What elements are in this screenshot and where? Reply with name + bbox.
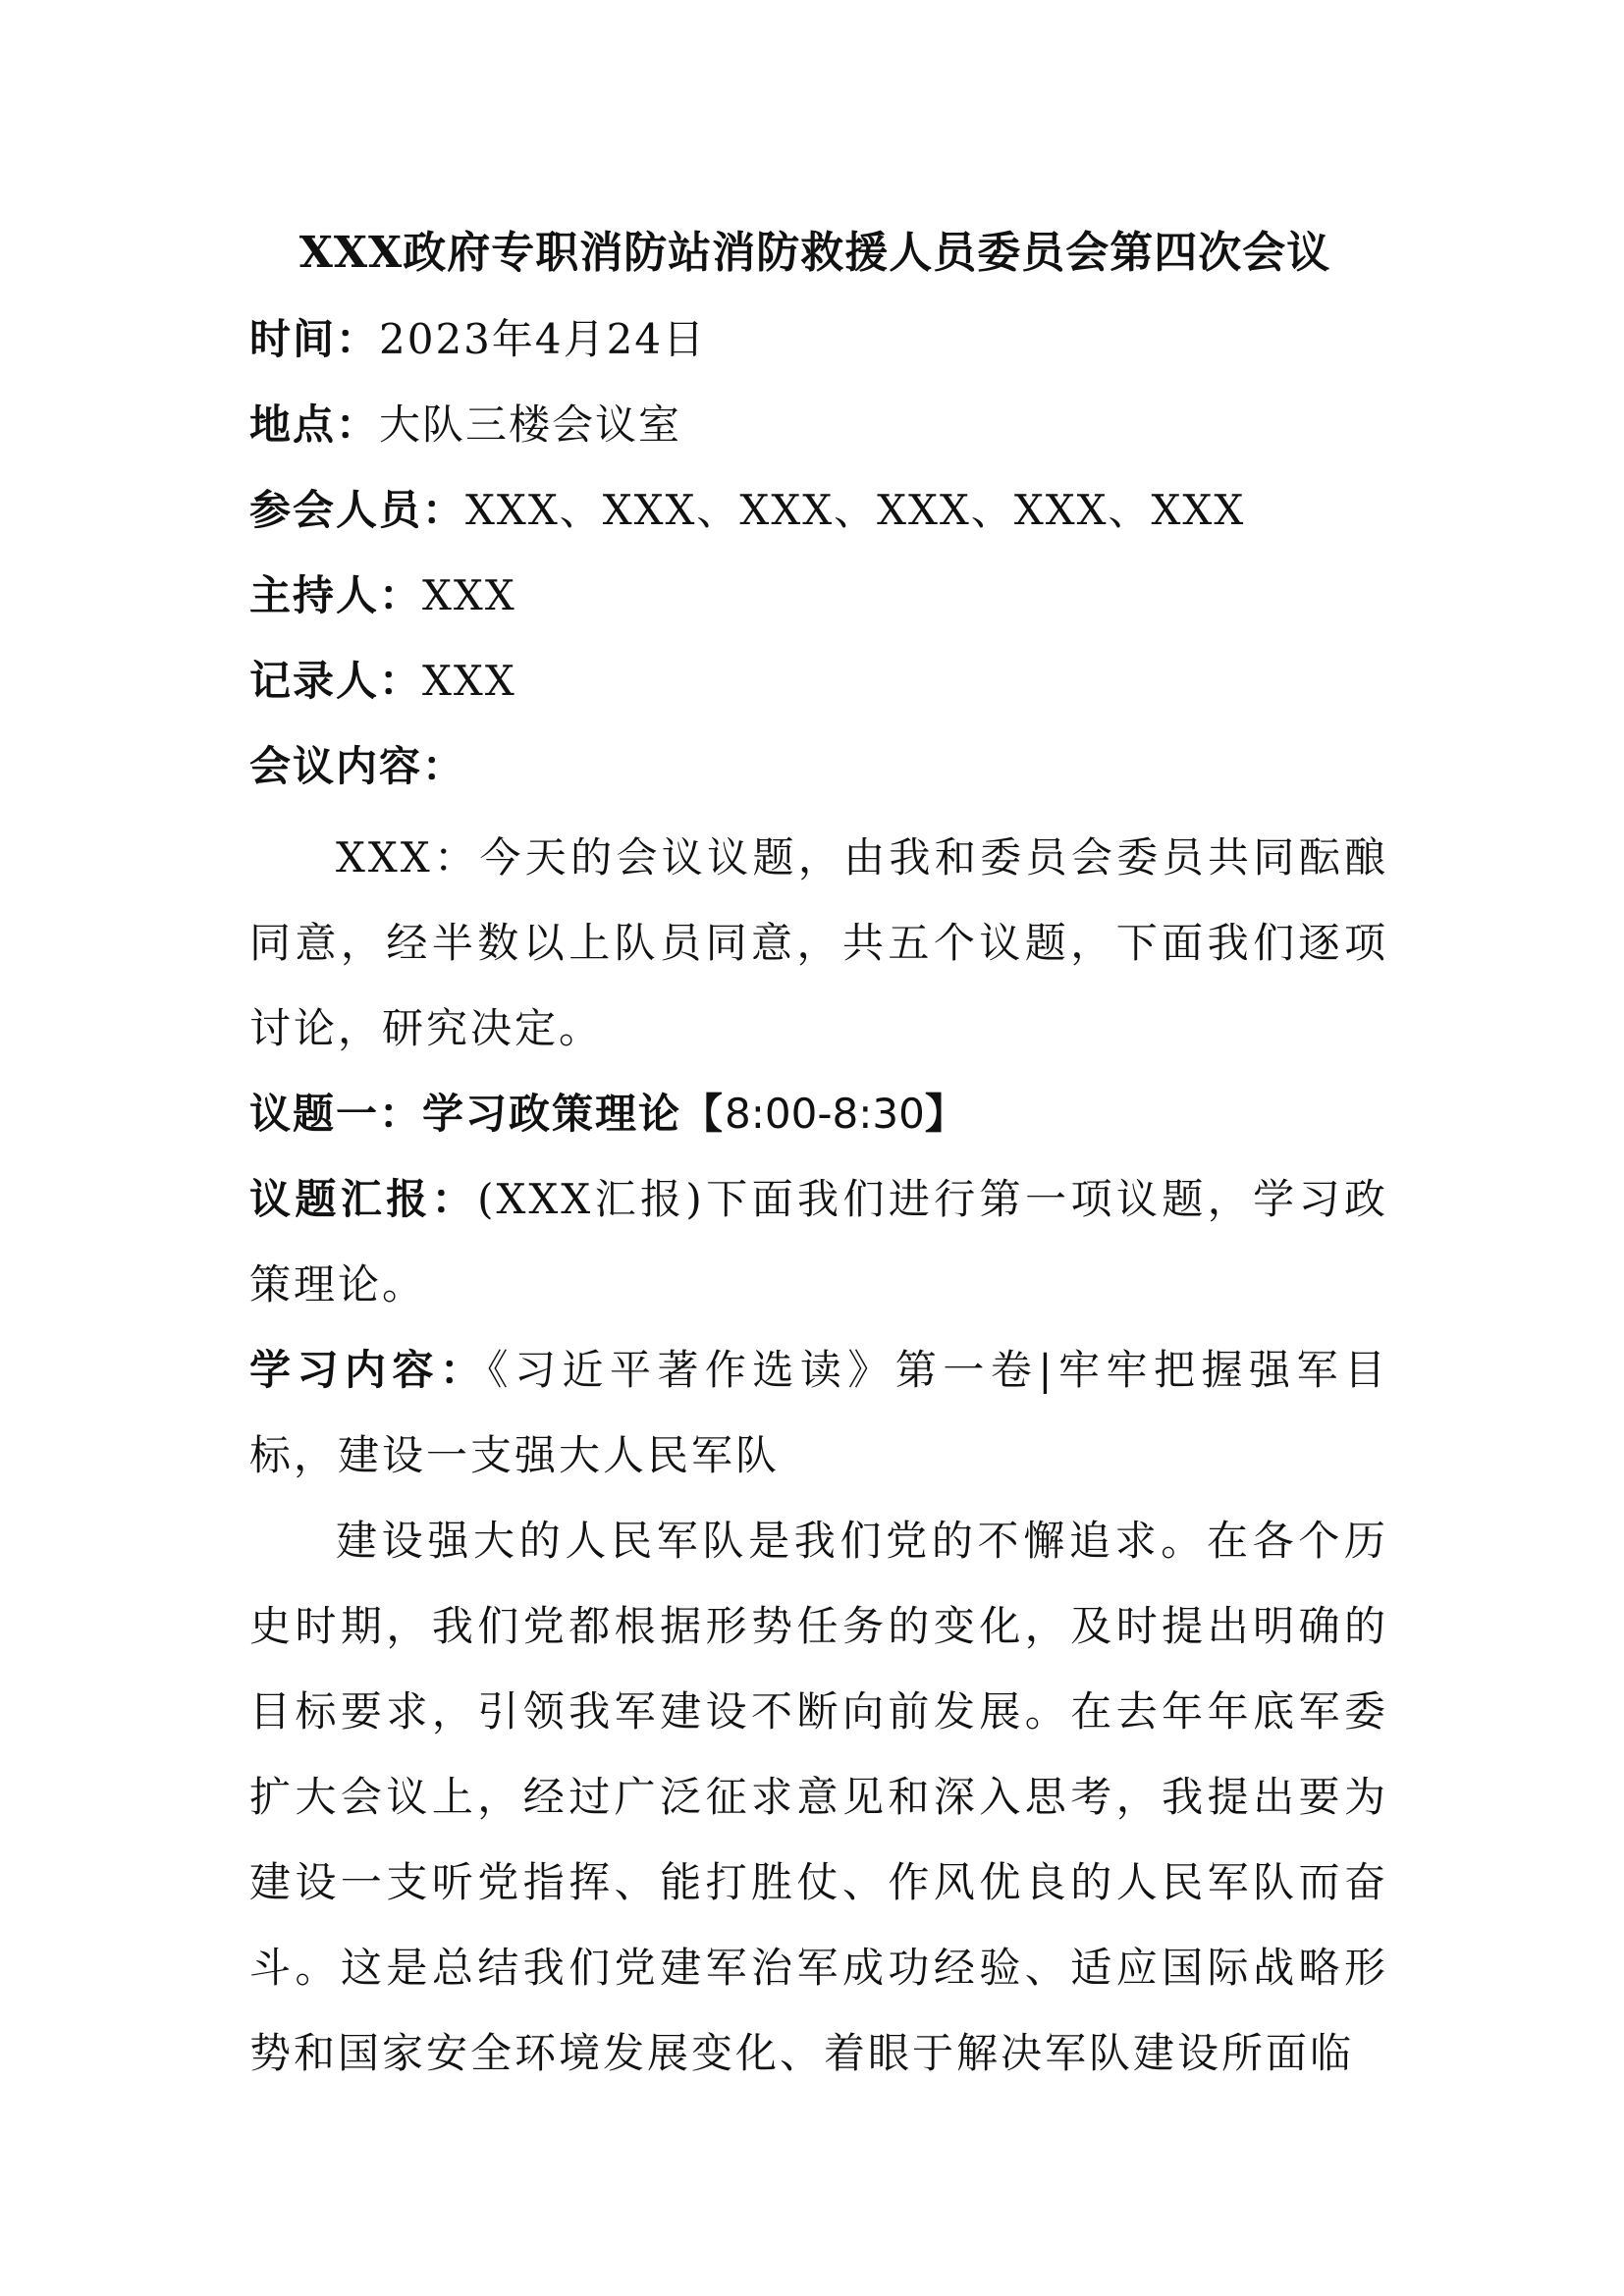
time-value: 2023年4月24日 [379,315,707,363]
study-content [249,1327,1388,1498]
study-label: 学习内容： [249,1346,488,1394]
document-body [249,210,1388,2096]
topic-one-heading [249,1071,1388,1156]
recorder-value: XXX [422,657,516,705]
recorder-label: 记录人： [249,657,423,705]
meeting-content-heading [249,723,1388,809]
meeting-location [249,382,1388,467]
topic-report [249,1156,1388,1327]
attendees-value: XXX、XXX、XXX、XXX、XXX、XXX [465,486,1246,534]
meeting-host [249,553,1388,638]
content-label: 会议内容： [249,742,466,790]
meeting-attendees [249,467,1388,553]
body-paragraph: 建设强大的人民军队是我们党的不懈追求。在各个历史时期，我们党都根据形势任务的变化，及时提出明确的目标要求，引领我军建设不断向前发展。在去年年底军委扩大会议上，经过广泛征求意见和深入思考，我提出要为建设一支听党指挥、能打胜仗、作风优良的人民军队而奋斗。这是总结我们党建军治军成功经验、适应国际战略形势和国家安全环境发展变化、着眼于解决军队建设所面临 [249,1517,1388,2077]
meeting-time [249,296,1388,382]
report-value: (XXX汇报)下面我们进行第一项议题，学习政策理论。 [249,1175,1388,1308]
report-label: 议题汇报： [249,1175,478,1223]
document-title: XXX政府专职消防站消防救援人员委员会第四次会议 [298,228,1331,278]
intro-paragraph: XXX：今天的会议议题，由我和委员会委员共同酝酿同意，经半数以上队员同意，共五个议题，下面我们逐项讨论，研究决定。 [249,833,1388,1052]
location-value: 大队三楼会议室 [379,400,682,449]
meeting-recorder [249,638,1388,723]
topic-one-title: 议题一：学习政策理论【 [249,1090,726,1138]
topic-one-time: 8:00-8:30 [725,1090,925,1138]
host-value: XXX [422,571,516,619]
attendees-label: 参会人员： [249,486,466,534]
host-label: 主持人： [249,571,423,619]
study-value: 《习近平著作选读》第一卷|牢牢把握强军目标，建设一支强大人民军队 [249,1346,1388,1479]
time-label: 时间： [249,315,380,363]
location-label: 地点： [249,400,380,449]
topic-one-close: 】 [924,1090,968,1138]
